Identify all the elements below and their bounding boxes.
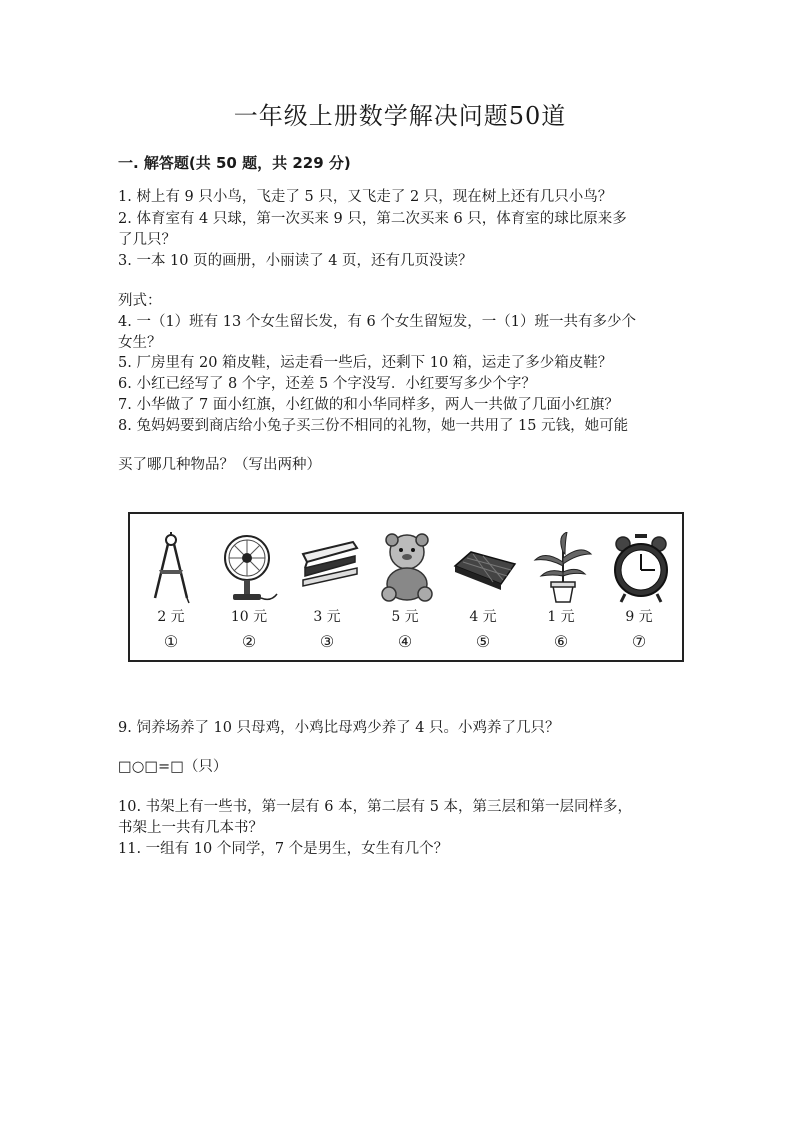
pencil-case-icon (453, 532, 517, 604)
question-2-line-1: 2. 体育室有 4 只球，第一次买来 9 只，第二次买来 6 只，体育室的球比原来多 (118, 211, 627, 227)
item-price: 2 元 (157, 609, 185, 625)
item-stapler (292, 514, 362, 664)
page-title: 一年级上册数学解决问题50道 (233, 102, 567, 130)
question-7: 7. 小华做了 7 面小红旗，小红做的和小华同样多，两人一共做了几面小红旗？ (118, 397, 619, 413)
alarm-clock-icon (609, 532, 673, 604)
question-5: 5. 厂房里有 20 箱皮鞋，运走看一些后，还剩下 10 箱，运走了多少箱皮鞋？ (118, 355, 613, 371)
item-number: ⑦ (631, 632, 647, 651)
item-number: ② (241, 632, 257, 651)
item-number: ③ (319, 632, 335, 651)
items-figure (128, 512, 684, 662)
compass-icon (141, 532, 201, 604)
item-number: ④ (397, 632, 413, 651)
item-electric-fan (214, 514, 284, 664)
question-2-line-2: 了几只？ (118, 232, 176, 248)
question-4-line-1: 4. 一（1）班有 13 个女生留长发，有 6 个女生留短发，一（1）班一共有多少个 (118, 314, 637, 330)
question-4-line-2: 女生？ (118, 335, 162, 351)
question-6: 6. 小红已经写了 8 个字，还差 5 个字没写．小红要写多少个字？ (118, 376, 536, 392)
question-3: 3. 一本 10 页的画册，小丽读了 4 页，还有几页没读？ (118, 253, 473, 269)
question-10-line-1: 10. 书架上有一些书，第一层有 6 本，第二层有 5 本，第三层和第一层同样多， (118, 799, 633, 815)
answer-template: □○□=□（只） (118, 759, 228, 775)
section-heading: 一. 解答题(共 50 题，共 229 分) (118, 154, 351, 172)
item-pencil-case (448, 514, 518, 664)
item-number: ⑥ (553, 632, 569, 651)
question-8-line-1: 8. 兔妈妈要到商店给小兔子买三份不相同的礼物，她一共用了 15 元钱，她可能 (118, 418, 629, 434)
item-price: 5 元 (391, 609, 419, 625)
item-number: ⑤ (475, 632, 491, 651)
question-11: 11. 一组有 10 个同学，7 个是男生，女生有几个？ (118, 841, 449, 857)
question-1: 1. 树上有 9 只小鸟，飞走了 5 只，又飞走了 2 只，现在树上还有几只小鸟？ (118, 189, 613, 205)
question-8-line-2: 买了哪几种物品？（写出两种） (118, 457, 321, 473)
question-10-line-2: 书架上一共有几本书？ (118, 820, 263, 836)
electric-fan-icon (219, 532, 283, 604)
item-price: 3 元 (313, 609, 341, 625)
item-price: 1 元 (547, 609, 575, 625)
item-compass (136, 514, 206, 664)
question-9: 9. 饲养场养了 10 只母鸡，小鸡比母鸡少养了 4 只。小鸡养了几只？ (118, 720, 560, 736)
item-price: 10 元 (230, 609, 268, 625)
item-alarm-clock (604, 514, 674, 664)
item-price: 4 元 (469, 609, 497, 625)
item-price: 9 元 (625, 609, 653, 625)
item-number: ① (163, 632, 179, 651)
stapler-icon (297, 532, 361, 604)
item-potted-plant (526, 514, 596, 664)
potted-plant-icon (531, 532, 595, 604)
item-teddy-bear (370, 514, 440, 664)
formula-label: 列式： (118, 293, 162, 309)
teddy-bear-icon (375, 532, 439, 604)
